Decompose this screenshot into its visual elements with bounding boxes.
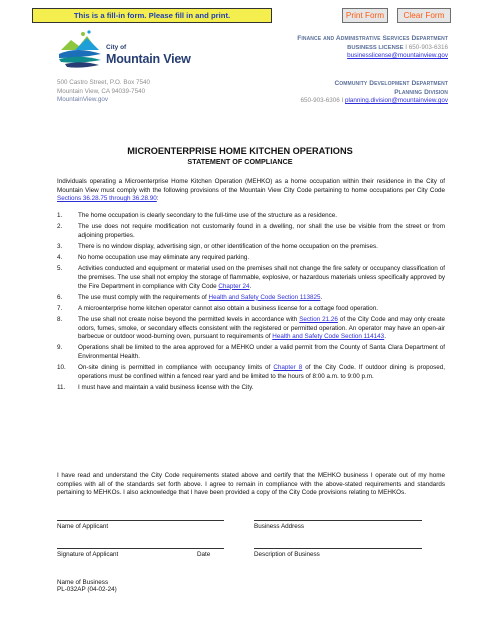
business-address-label: Business Address	[254, 523, 305, 530]
document-title: MICROENTERPRISE HOME KITCHEN OPERATIONS	[127, 146, 353, 156]
finance-phone: I 650-903-6316	[403, 43, 448, 51]
item-number: 1.	[57, 212, 63, 219]
clear-form-button[interactable]: Clear Form	[397, 8, 451, 23]
item-number: 6.	[57, 293, 63, 301]
chapter-8-link[interactable]: Chapter 8	[273, 364, 303, 372]
form-number: PL-032AP (04-02-24)	[57, 586, 117, 593]
item-number: 11.	[57, 384, 66, 392]
cdd-phone: 650-903-6306 I	[300, 97, 345, 105]
item-text: No home occupation use may eliminate any required parking.	[78, 254, 250, 262]
logo-city-of: City of	[106, 44, 127, 51]
signature-of-applicant-label: Signature of Applicant	[57, 551, 119, 558]
list-item	[57, 344, 445, 361]
cdd-email-link[interactable]: planning.division@mountainview.gov	[344, 97, 448, 105]
cdd-department-header	[301, 80, 448, 106]
item-number: 10.	[57, 364, 66, 372]
item-text: The home occupation is clearly secondary to the full-time use of the structure as a residence.	[78, 212, 338, 219]
date-label: Date	[197, 551, 211, 558]
name-of-business-label: Name of Business	[57, 579, 109, 586]
list-item	[57, 364, 445, 381]
intro-end: :	[156, 195, 159, 203]
item-text: On-site dining is permitted in compliance with occupancy limits of	[78, 364, 274, 372]
signature-of-applicant-field[interactable]	[57, 548, 224, 549]
intro-text: Individuals operating a Microenterprise Home Kitchen Operation (MEHKO) as a home occupation within their residence in the City of Mountain View must comply with the following provisions of the Mountain View City Code pertaining to home occupations per City Code	[57, 178, 445, 194]
item-text: Operations shall be limited to the area approved for a MEHKO under a valid permit from the County of Santa Clara Department of Environmental Health.	[78, 344, 445, 361]
item-text: The use does not require modification not customarily found in a dwelling, nor shall the use be visible from the street or from adjoining properties.	[78, 223, 445, 239]
fill-in-notice: This is a fill-in form. Please fill in and print.	[32, 8, 272, 23]
item-text-after: .	[320, 293, 323, 301]
list-item	[57, 294, 445, 303]
item-number: 3.	[57, 242, 63, 250]
list-item	[57, 243, 445, 252]
website-link[interactable]: MountainView.gov	[57, 96, 108, 104]
business-address-field[interactable]	[254, 520, 422, 521]
item-number: 2.	[57, 223, 63, 231]
cdd-division: Planning Division	[394, 88, 448, 96]
city-address	[57, 79, 150, 105]
item-text-after: .	[249, 282, 252, 290]
item-number: 9.	[57, 344, 63, 352]
chapter-24-link[interactable]: Chapter 24	[218, 282, 250, 290]
item-text: A microenterprise home kitchen operator cannot also obtain a business license for a cottage food operation.	[78, 304, 378, 312]
finance-division: BUSINESS LICENSE	[347, 44, 404, 51]
item-text: Activities conducted and equipment or material used on the premises shall not change the fire safety or occupancy classification of the premises. The use shall not employ the storage of flammable, explosive, or hazardous materials unless specifically approved by the Fire Department in compliance with City Code	[78, 265, 445, 290]
item-text-after: of the City Code and may only create odors, fumes, smoke, or secondary effects consistent with the registered or permitted operation. An operator may have an open-air barbecue or outdoor wood-burning oven, pursuant to requirements of	[78, 316, 446, 341]
item-text: I must have and maintain a valid business license with the City.	[78, 384, 254, 392]
document-subtitle: STATEMENT OF COMPLIANCE	[187, 157, 293, 166]
item-number: 7.	[57, 304, 63, 312]
item-text-wrap	[78, 316, 445, 342]
item-number: 8.	[57, 316, 63, 324]
description-of-business-label: Description of Business	[254, 551, 320, 558]
print-form-button[interactable]: Print Form	[342, 8, 388, 23]
section-21-26-link[interactable]: Section 21.26	[299, 316, 338, 324]
item-text: There is no window display, advertising sign, or other identification of the home occupation on the premises.	[78, 242, 378, 250]
name-of-applicant-field[interactable]	[57, 520, 224, 521]
list-item	[57, 384, 445, 393]
item-text-after: of the City Code. If outdoor dining is proposed, operations must be confined within a fenced rear yard and be limited to the hours of 8:00 a.m. to 9:00 p.m.	[78, 364, 445, 380]
list-item	[57, 316, 445, 342]
certification-paragraph: I have read and understand the City Code requirements stated above and certify that the MEHKO business I operate out of my home complies with all of the standards set forth above. I agree to remain in compliance with the above-stated requirements and standards pertaining to MEHKOs. I also acknowledge that I have been provided a copy of the City Code provisions relating to MEHKOs.	[57, 472, 445, 497]
requirements-list	[57, 212, 445, 395]
item-text-wrap	[78, 265, 445, 291]
finance-title: Finance and Administrative Services Department	[297, 35, 448, 42]
logo-city-name: Mountain View	[106, 52, 191, 66]
item-text-after-2: .	[384, 333, 386, 341]
name-of-applicant-label: Name of Applicant	[57, 523, 109, 530]
list-item	[57, 254, 445, 263]
item-text: The use shall not create noise beyond the permitted levels in accordance with	[78, 316, 300, 324]
list-item	[57, 212, 445, 221]
fill-in-banner-bar	[32, 8, 272, 23]
finance-email-link[interactable]: businesslicense@mountainview.gov	[347, 52, 448, 60]
item-text-wrap	[78, 364, 445, 381]
finance-department-header	[297, 35, 448, 61]
list-item	[57, 223, 445, 240]
logo-mark-icon	[59, 30, 101, 67]
address-line-1: 500 Castro Street, P.O. Box 7540	[57, 79, 150, 86]
list-item	[57, 305, 445, 314]
cdd-title: Community Development Department	[334, 80, 448, 87]
item-text-wrap	[78, 294, 445, 303]
hsc-114143-link[interactable]: Health and Safety Code Section 114143	[272, 333, 385, 341]
list-item	[57, 265, 445, 291]
item-text: The use must comply with the requirements of	[78, 293, 209, 301]
item-number: 4.	[57, 254, 63, 262]
address-line-2: Mountain View, CA 94039-7540	[57, 87, 146, 95]
intro-code-link[interactable]: Sections 36.28.75 through 36.28.90	[57, 195, 157, 203]
description-of-business-field[interactable]	[254, 548, 422, 549]
intro-paragraph	[57, 178, 445, 204]
hsc-113825-link[interactable]: Health and Safety Code Section 113825	[208, 293, 321, 301]
item-number: 5.	[57, 265, 63, 273]
